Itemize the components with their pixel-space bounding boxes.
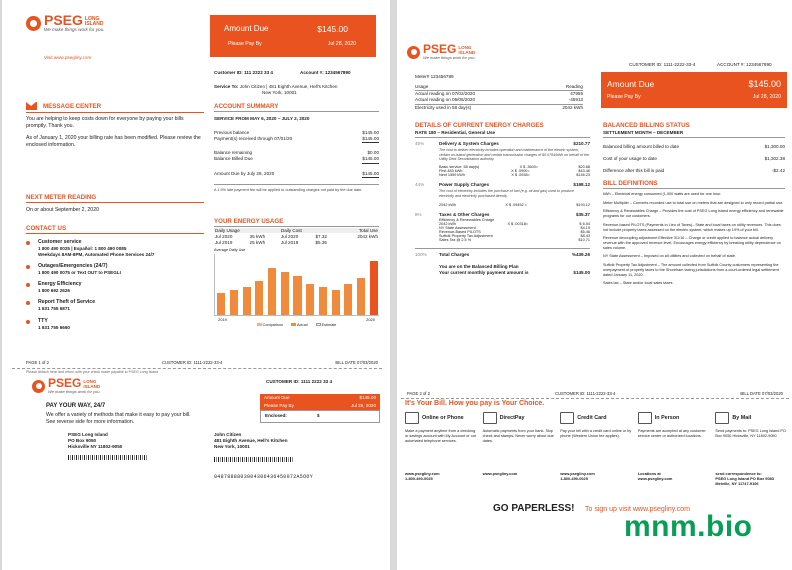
p2-footer-bill-date: BILL DATE 07/03/2020: [740, 391, 783, 396]
stub-pay-by-label: Please Pay By: [264, 403, 294, 409]
pay-by-date: Jul 28, 2020: [327, 41, 356, 47]
balance-remaining-value: $0.00: [367, 150, 379, 156]
pay-method-head: [483, 412, 557, 424]
pay-method-desc: Automatic payments from your bank. Skip check and stamps. Never worry about due dates.: [482, 429, 554, 443]
details-title: DETAILS OF CURRENT ENERGY CHARGES: [415, 122, 544, 129]
chart-bar-actual: [281, 272, 289, 315]
meter-col-usage: Usage: [415, 84, 429, 89]
mailbox-icon: [715, 412, 729, 424]
power-desc: The cost of electricity includes the purchase of fuel (e.g. oil and gas) used to produce electricity and electricity purchased directly.: [439, 189, 575, 198]
message-2: As of January 1, 2020 your billing rate has been modified. Please review the enclosed information.: [26, 134, 201, 148]
definition-item: kWh – Electrical energy consumed (1,000 watts are used for one hour.: [603, 192, 722, 197]
stub-mail-addr1: 481 Eighth Avenue, Hell's Kitchen: [214, 438, 288, 444]
amount-due-by-value: $145.00: [362, 171, 379, 178]
balance-billed-label: Balance Billed Due: [214, 156, 253, 162]
chart-bar-actual: [293, 276, 301, 315]
next-meter-title: NEXT METER READING: [26, 194, 97, 201]
balanced-row: [603, 156, 785, 162]
next-meter-reading: [26, 194, 204, 214]
usage-row: [214, 239, 379, 245]
chart-bar-actual: [217, 293, 225, 315]
balanced-value: -$2.42: [771, 168, 785, 174]
p2-amount-due-label: Amount Due: [607, 79, 655, 89]
p2-amount-due-value: $145.00: [748, 79, 781, 89]
tax-line-cell: X $ .00318=: [507, 221, 529, 226]
delivery-lines: [439, 165, 590, 177]
usage-cell: Jul 2019: [280, 239, 299, 245]
contact-detail-2: Weekdays 8AM-8PM, Automated Phone Services 24/7: [38, 251, 155, 257]
min-pay-value: $145.00: [573, 270, 590, 276]
tax-line-cell: $5.46: [580, 229, 590, 234]
pay-method-foot: www.psegliny.com: [560, 471, 595, 476]
energy-usage: [214, 218, 379, 327]
pay-method-head: [638, 412, 712, 424]
power-section: [415, 182, 590, 207]
pay-method[interactable]: [638, 412, 712, 486]
store-icon: [638, 412, 652, 424]
envelope-icon: [26, 102, 37, 110]
pay-method-desc: Send payments to: PSEG Long Island PO Box 9050 Hicksville, NY 11802-9050: [715, 429, 786, 438]
tax-line: [439, 238, 590, 242]
charge-line-cell: X $ .3600=: [519, 164, 539, 169]
contact-title: Customer service: [38, 238, 82, 245]
chart-bar-actual: [230, 290, 238, 315]
contact-detail: 1 631 755 6660: [38, 324, 70, 330]
tax-line-cell: Sales Tax @ 2.5 %: [439, 237, 472, 242]
defs-title: BILL DEFINITIONS: [603, 180, 658, 188]
usage-table: [214, 228, 379, 245]
pay-method-title: Online or Phone: [422, 415, 464, 421]
chart-legend: [214, 323, 379, 327]
meter-row-value: 47955: [570, 91, 583, 97]
previous-balance-label: Previous balance: [214, 129, 250, 135]
pay-your-way: PAY YOUR WAY, 24/7: [46, 403, 106, 409]
pay-method-foot-2: www.psegliny.com: [637, 476, 673, 481]
chart-bar-actual: [332, 290, 340, 315]
account-summary-title: ACCOUNT SUMMARY: [214, 103, 279, 110]
stub-amount-value: $145.00: [359, 395, 376, 400]
bullet-icon: [26, 241, 30, 245]
p2-customer-id: CUSTOMER ID: 1111-2222-33-4: [629, 62, 696, 67]
bill-page-1: [2, 0, 390, 570]
stub-pseg-logo: [32, 378, 101, 394]
stub-tagline: We make things work for you.: [48, 389, 101, 394]
stub-enclosed-label: Enclosed:: [265, 413, 287, 419]
balanced-billing: [603, 122, 785, 286]
plan-label: You are on the Balanced Billing Plan: [439, 263, 519, 269]
power-line-rate: X $ .09452 =: [505, 202, 527, 207]
p2-account-no: ACCOUNT #: 1234567890: [717, 62, 772, 67]
balanced-value: $1,300.00: [764, 143, 785, 149]
balanced-value: $1,302.38: [764, 155, 785, 161]
charge-line-cell: $146.23: [576, 172, 590, 177]
defs-list: [603, 192, 785, 285]
chart-bar-actual: [344, 284, 352, 315]
tagline: We make things work for you.: [44, 27, 105, 32]
pay-your-way-text: We offer a variety of methods that make it easy to pay your bill. See reverse side for more information.: [46, 412, 191, 426]
usage-cell: 25 kWh: [249, 239, 266, 245]
p2-brand-sub2: ISLAND: [458, 49, 476, 55]
message-center: [26, 102, 204, 149]
energy-charges: [415, 122, 590, 276]
contact-text: [38, 263, 121, 276]
stub-amount-row: [260, 394, 380, 402]
balance-remaining-label: Balance remaining: [214, 150, 253, 156]
usage-cell: $5.36: [315, 239, 327, 245]
pay-method-title: By Mail: [732, 415, 752, 421]
usage-chart: [214, 254, 379, 316]
amount-due-value: $145.00: [317, 24, 348, 34]
contact-text: [38, 299, 95, 312]
service-to-city: New York, 10001: [262, 90, 297, 96]
pay-method-title: In Person: [654, 415, 680, 421]
pay-method[interactable]: [715, 412, 789, 486]
bullet-icon: [26, 301, 30, 305]
contact-item: [26, 239, 204, 258]
page-2-footer: [407, 391, 783, 396]
contact-title: TTY: [38, 317, 48, 324]
pay-method-desc: Make a payment anytime from a checking or savings account with My Account or our automated telephone services.: [405, 429, 477, 443]
stub-brand-sub1: LONG: [83, 379, 97, 384]
pay-method-foot-2: 1-800-490-0025: [560, 476, 588, 481]
contact-item: [26, 263, 204, 276]
pay-method-head: [560, 412, 634, 424]
amount-due-label: Amount Due: [224, 24, 269, 33]
usage-cell: 2042 kWh: [357, 233, 378, 239]
its-your-bill: It's Your Bill. How you pay is Your Choice.: [405, 400, 545, 407]
delivery-title: Delivery & System Charges: [439, 140, 499, 146]
p2-page-label: PAGE 2 of 2: [407, 391, 430, 396]
meter-row-label: Electricity used in 58 day(s): [415, 104, 472, 110]
balanced-label: Cost of your usage to date: [603, 155, 657, 161]
pay-method-desc: Pay your bill with a credit card online or by phone (Western Union fee applies).: [560, 429, 632, 438]
delivery-desc: The cost to deliver electricity includes operation and maintenance of the electric system, certain on-island generation and certain transmission charges of $0.0764/kWh on behalf of the Utility Debt Securitization authority.: [439, 147, 590, 162]
meter-row-value: 2042 kWh: [562, 104, 583, 110]
usage-cell: 35 kWh: [249, 233, 266, 239]
contact-us: [26, 225, 204, 331]
pay-method-head: [405, 412, 479, 424]
charge-line-cell: X $ .0938=: [511, 172, 530, 177]
legend-estimate: Estimate: [321, 322, 337, 327]
balanced-row: [603, 144, 785, 150]
payments-row: [214, 136, 379, 143]
stub-amount-box: [260, 394, 380, 423]
tax-line-cell: 2042 kWh: [439, 221, 457, 226]
stub-mail-addr2: New York, 10001: [214, 444, 250, 450]
p2-pay-by-date: Jul 28, 2020: [752, 94, 781, 100]
p2-sun-logo-icon: [407, 46, 420, 59]
contact-item: [26, 318, 204, 331]
delivery-value: $210.77: [573, 140, 590, 146]
charge-line-cell: X $ .0900=: [511, 168, 530, 173]
contact-text: [38, 318, 70, 331]
tax-line-cell: $4.19: [580, 225, 590, 230]
total-value: %439.26: [571, 251, 590, 257]
contact-title: CONTACT US: [26, 225, 67, 232]
charge-line-cell: First 483 kWh: [439, 168, 463, 173]
delivery-section: [415, 141, 590, 177]
definition-item: Meter Multiplier – Converts recorded use to total use on meters that are designed to only record partial use.: [603, 200, 784, 205]
balance-billed-row: [214, 156, 379, 163]
tax-line-cell: $8.43: [580, 233, 590, 238]
usage-cell: Jul 2020: [280, 233, 299, 239]
bank-icon: [483, 412, 497, 424]
p2-brand-sub1: LONG: [458, 45, 472, 50]
contact-item: [26, 281, 204, 294]
total-section: [415, 248, 590, 258]
brand-sub2: ISLAND: [84, 21, 104, 27]
amount-due-by-row: [214, 171, 379, 178]
power-pct: 44%: [415, 181, 425, 187]
contact-detail: 1 800 490 0075 or Text OUT to PSEGLI: [38, 270, 121, 275]
chart-bar-actual: [255, 281, 263, 315]
pay-method-foot-2: PSEG Long Island PO Box 9083 Melville, NY 11747-9106: [715, 476, 774, 486]
p2-amount-due-box: [601, 72, 787, 108]
stub-amount-label: Amount Due: [264, 395, 290, 400]
legend-actual: Actual: [297, 322, 308, 327]
go-paperless: GO PAPERLESS!: [493, 503, 575, 514]
remit-barcode: [68, 455, 148, 460]
contact-title: Report Theft of Service: [38, 299, 96, 306]
pay-by-label: Please Pay By: [228, 41, 262, 47]
balance-billed-value: $145.00: [362, 156, 379, 163]
footer-customer-id: CUSTOMER ID: 1111-2222-33-4: [161, 360, 223, 365]
plan-section: [415, 264, 590, 276]
meter-number: Meter# 123456789: [415, 74, 454, 79]
amount-due-box: [210, 15, 376, 57]
p2-brand: PSEG: [423, 42, 457, 56]
definition-item: Suffolk Property Tax Adjustment – The amount collected from Suffolk County customers representing the overpayment of property taxes to the Shoreham taxing jurisdictions from a court-ordered legal settlement dated January 11, 2020.: [603, 262, 779, 277]
taxes-pct: 8%: [415, 211, 422, 217]
remit-address: [68, 432, 122, 451]
taxes-section: [415, 212, 590, 242]
stub-dollar-sign: $: [316, 413, 320, 419]
amount-due-by-label: Amount Due by July 28, 2020: [214, 170, 275, 176]
tax-line-cell: NY State Assessment: [439, 225, 476, 230]
meter-reading-table: [415, 84, 583, 111]
pay-method-foot: www.psegliny.com: [482, 471, 518, 476]
avg-daily-label: Average Daily Use: [214, 247, 246, 252]
definition-item: Sales tax – State and/or local sales taxes.: [603, 280, 674, 285]
pseg-logo: [26, 14, 104, 33]
pay-methods: [405, 412, 789, 486]
pay-method-title: DirectPay: [499, 415, 525, 421]
chart-bar-actual: [357, 278, 365, 315]
charge-line-cell: $43.46: [578, 168, 590, 173]
stub-mail-name: John Citizen: [214, 432, 242, 437]
brand-name: PSEG: [44, 12, 83, 28]
contact-detail: 1 631 755 6871: [38, 306, 70, 312]
page-label: PAGE 1 of 2: [26, 360, 49, 365]
stub-mail-address: [214, 432, 288, 451]
tax-line-cell: Suffolk Property Tax Adjustment: [439, 233, 493, 238]
next-meter-date: On or about September 2, 2020: [26, 206, 99, 213]
pay-method-foot: Locations at: [637, 471, 661, 476]
service-to-label: Service To:: [214, 84, 239, 89]
remit-city: Hicksville NY 11802-9050: [68, 444, 123, 450]
pay-method-title: Credit Card: [577, 415, 607, 421]
pay-method-foot: www.psegliny.com: [405, 471, 440, 476]
detach-note: Please detach here and return with your check made payable to PSEG Long Island: [26, 370, 159, 374]
p2-pseg-logo: [407, 44, 476, 60]
stub-customer-id: CUSTOMER ID: 1111 2222 33 4: [266, 379, 333, 384]
tax-line-cell: $10.71: [578, 237, 590, 242]
account-summary: [214, 103, 379, 193]
balanced-rows: [603, 144, 785, 175]
pay-method[interactable]: [560, 412, 634, 486]
service-to: [214, 84, 379, 96]
message-1: You are helping to keep costs down for everyone by paying your bills promptly. Thank you.: [26, 115, 184, 129]
p2-pay-by-label: Please Pay By: [607, 94, 641, 100]
balanced-label: Difference after this bill is paid: [603, 168, 665, 174]
footer-bill-date: BILL DATE 07/03/2020: [335, 360, 378, 365]
service-period: SERVICE FROM MAY 6, 2020 – JULY 2, 2020: [214, 115, 310, 121]
charge-line-cell: $20.88: [578, 164, 590, 169]
charge-line-cell: Next 1559 kWh: [439, 172, 465, 177]
pay-method-head: [715, 412, 789, 424]
usage-cell: $7.32: [315, 233, 327, 239]
monitor-phone-icon: [405, 412, 419, 424]
charge-line-cell: Basic service: 58 day(s): [439, 164, 480, 169]
p2-tagline: We make things work for you.: [423, 55, 476, 60]
tax-line-cell: Revenue-Based PILOTS: [439, 229, 481, 234]
previous-balance-value: $145.00: [362, 129, 379, 135]
stub-sun-logo-icon: [32, 380, 45, 393]
customer-id: Customer ID: 111 2222 33 4: [214, 70, 273, 75]
taxes-title: Taxes & Other Charges: [439, 211, 490, 217]
account-number: Account #: 1234567890: [300, 70, 351, 75]
power-value: $198.12: [573, 181, 590, 187]
definition-item: Efficiency & Renewables Charge – Provides the cost of PSEG Long Island energy efficiency and renewable programs for our customers.: [603, 209, 784, 219]
stub-enclosed-field[interactable]: [260, 410, 380, 422]
pay-method[interactable]: [483, 412, 557, 486]
contact-detail: 1 800 490 0025 | Español: 1 800 490 0085: [38, 245, 127, 251]
pay-method[interactable]: [405, 412, 479, 486]
sun-logo-icon: [26, 16, 41, 31]
legend-comparison: Comparison: [262, 322, 284, 327]
payments-value: $145.00: [362, 136, 379, 143]
chart-x-label: 2019: [218, 316, 227, 322]
stub-barcode: [214, 457, 294, 462]
message-center-title: MESSAGE CENTER: [43, 102, 102, 110]
service-to-address: John Citizen | 481 Eighth Avenue, Hell's Kitchen: [239, 84, 338, 89]
power-line: [439, 203, 590, 207]
remit-box: PO Box 9050: [68, 438, 97, 444]
total-label: Total Charges: [439, 251, 470, 257]
contact-text: [38, 281, 82, 294]
contact-item: [26, 299, 204, 312]
min-pay-label: Your current monthly payment amount is: [439, 270, 529, 276]
taxes-value: $35.37: [575, 211, 590, 217]
bill-page-2: [397, 0, 792, 570]
definition-item: Revenue decoupling adjustment Effective 3/1/16 – Charge or credit applied to balance actual delivery revenue with the approved revenue level. Encourages energy efficiency by breaking utility dependence on sales volume.: [603, 235, 781, 250]
meter-row-label: Actual reading on 05/05/2020: [415, 97, 476, 103]
tax-line-cell: $ 6.54: [579, 221, 590, 226]
settlement-month: SETTLEMENT MONTH – DECEMBER: [603, 130, 684, 135]
contact-title: Outages/Emergencies (24/7): [38, 262, 108, 269]
balanced-label: Balanced billing amount billed to date: [603, 143, 680, 149]
contact-detail: 1 800 692 2626: [38, 288, 70, 294]
charge-line: [439, 173, 590, 177]
chart-bar-actual: [306, 284, 314, 315]
page-1-footer: [26, 360, 378, 365]
late-fee-note: A 1.5% late payment fee will be applied to outstanding charges not paid by the due date.: [214, 188, 363, 193]
total-pct: 100%: [415, 251, 427, 257]
chart-x-labels: [214, 317, 379, 322]
usage-header-daily-usage: Daily Usage: [215, 227, 240, 233]
bullet-icon: [26, 265, 30, 269]
stub-pay-by-date: Jul 28, 2020: [350, 403, 376, 409]
usage-cell: Jul 2020: [215, 233, 233, 239]
usage-header-daily-cost: Daily Cost: [280, 227, 302, 233]
contact-title: Energy Efficiency: [38, 281, 82, 288]
signup-link[interactable]: To sign up visit www.psegliny.com: [585, 506, 690, 513]
balanced-row: [603, 168, 785, 174]
bullet-icon: [26, 283, 30, 287]
meter-row-value: -45913: [568, 97, 583, 103]
meter-col-reading: Reading: [565, 84, 583, 89]
credit-card-icon: [560, 412, 574, 424]
contact-text: [38, 239, 154, 258]
taxes-lines: [439, 218, 590, 242]
usage-cell: Jul 2019: [215, 239, 233, 245]
chart-bar-actual: [243, 287, 251, 315]
usage-header-total-use: Total Use: [358, 227, 378, 233]
energy-usage-title: YOUR ENERGY USAGE: [214, 218, 284, 225]
website-link[interactable]: Visit www.psegliny.com: [44, 55, 92, 60]
rate-line: RATE 180 – Residential, General Use: [415, 130, 496, 135]
stub-brand-sub2: ISLAND: [83, 383, 101, 389]
contact-list: [26, 239, 204, 331]
scan-line: 0487888803004306436450072A5OOY: [214, 474, 314, 480]
chart-bar-actual: [268, 268, 276, 315]
chart-bar-actual: [370, 261, 378, 315]
brand-sub1: LONG: [84, 16, 100, 22]
chart-bar-actual: [319, 287, 327, 315]
pay-method-foot: send correspondence to:: [715, 471, 762, 476]
pay-method-foot-2: 1-800-490-0025: [405, 476, 433, 481]
stub-pay-by-row: [260, 402, 380, 410]
balanced-title: BALANCED BILLING STATUS: [603, 122, 690, 129]
stub-brand: PSEG: [48, 376, 82, 390]
power-title: Power Supply Charges: [439, 181, 490, 187]
tax-line-cell: Efficiency & Renewables Charge: [439, 217, 495, 222]
pay-method-desc: Payments are accepted at any customer service center or authorized locations.: [637, 429, 706, 438]
delivery-pct: 46%: [415, 140, 425, 146]
power-line-qty: 2042 kWh: [439, 202, 457, 207]
definition-item: NY State Assessment – Imposed on all utilities and collected on behalf of state.: [603, 254, 736, 259]
power-line-amount: $193.12: [576, 202, 590, 207]
remit-name: PSEG Long Island: [68, 432, 108, 437]
definition-item: Revenue-based PILOTS (Payments in Lieu of Taxes)– State and local taxes on utility revenues. This does not include property taxes assessed on the electric system, which makes up 19% of your bill.: [603, 222, 781, 232]
p2-detach-line: [401, 398, 789, 399]
watermark: mnm.bio: [624, 510, 753, 543]
bullet-icon: [26, 320, 30, 324]
chart-x-label: 2020: [366, 316, 375, 322]
detach-line: [12, 368, 382, 369]
meter-row-label: Actual reading on 07/02/2020: [415, 91, 476, 97]
usage-cell: [339, 239, 380, 245]
payments-label: Payment(s) received through 07/01/20: [214, 135, 293, 141]
p2-footer-customer-id: CUSTOMER ID: 1111-2222-33-4: [554, 391, 616, 396]
